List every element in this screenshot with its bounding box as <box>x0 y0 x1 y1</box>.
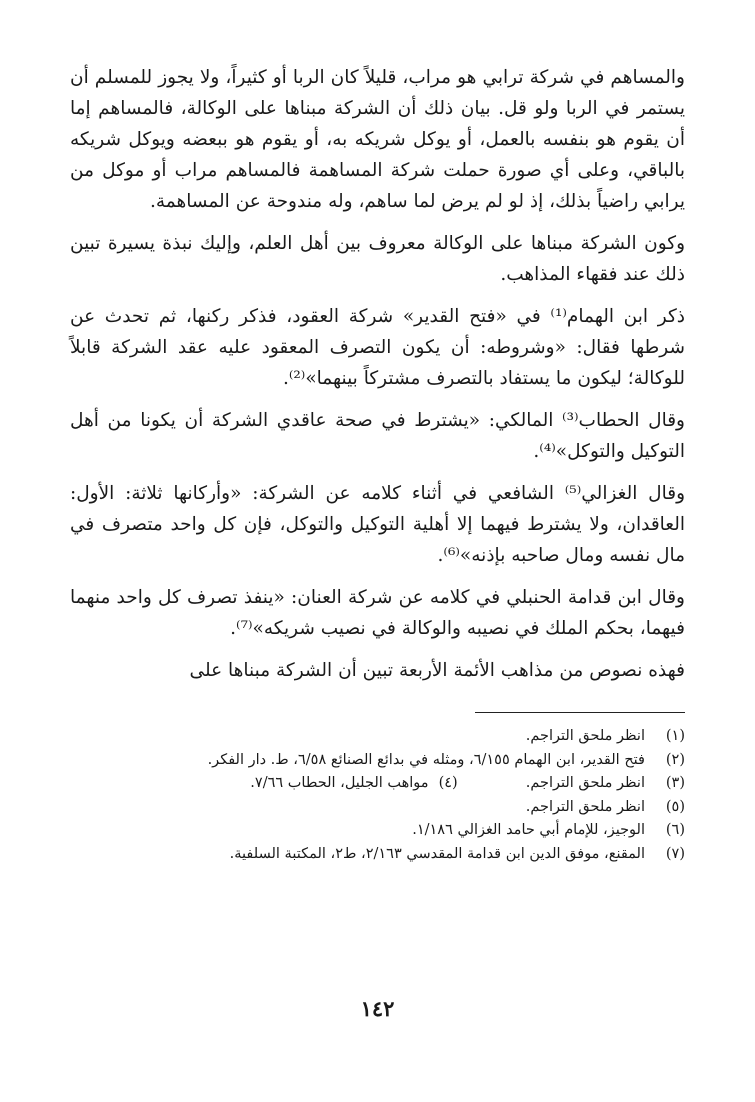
footnote-number: (٢) <box>665 751 685 768</box>
body-text <box>70 62 685 686</box>
footnote <box>70 749 685 773</box>
paragraph: وقال ابن قدامة الحنبلي في كلامه عن شركة العنان: «ينفذ تصرف كل واحد منهما فيهما، بحكم الملك في نصيبه والوكالة في نصيب شريكه»⁽⁷⁾. <box>70 587 685 639</box>
paragraph: وقال الحطاب⁽³⁾ المالكي: «يشترط في صحة عاقدي الشركة أن يكونا من أهل التوكيل والتوكل»⁽⁴⁾. <box>70 410 685 462</box>
footnote <box>70 725 685 749</box>
footnote-number: (٣) <box>665 775 685 791</box>
footnotes <box>70 725 685 866</box>
footnote-text: الوجيز، للإمام أبي حامد الغزالي ١/١٨٦. <box>412 822 645 838</box>
footnote <box>70 843 685 867</box>
footnote-number: (٧) <box>665 845 685 862</box>
footnote-divider <box>475 712 685 713</box>
footnote-number: (٥) <box>665 798 685 815</box>
footnote-number: (١) <box>665 728 685 744</box>
footnote <box>70 772 685 796</box>
footnote-text: انظر ملحق التراجم. <box>525 798 645 815</box>
paragraph: وقال الغزالي⁽⁵⁾ الشافعي في أثناء كلامه عن الشركة: «وأركانها ثلاثة: الأول: العاقدان، ولا يشترط فيهما إلا أهلية التوكيل والتوكل، فإن كل واحد متصرف في مال نفسه ومال صاحبه بإذنه»⁽⁶⁾. <box>70 483 686 566</box>
page-number: ١٤٢ <box>360 996 395 1021</box>
footnote <box>70 819 685 843</box>
footnote-text: انظر ملحق التراجم. <box>525 728 645 744</box>
paragraph: فهذه نصوص من مذاهب الأئمة الأربعة تبين أن الشركة مبناها على <box>189 660 685 681</box>
paragraph: والمساهم في شركة ترابي هو مراب، قليلاً كان الربا أو كثيراً، ولا يجوز للمسلم أن يستمر في الربا ولو قل. بيان ذلك أن الشركة مبناها على الوكالة، فالمساهم إما أن يقوم هو بنفسه بالعمل، أو يوكل شريكه به، أو يقوم هو ببعضه ويوكل شريكه بالباقي، وعلى أي صورة حملت شركة المساهمة فالمساهم مراب أو موكل من يرابي راضياً بذلك، إذ لو لم يرض لما ساهم، وله مندوحة عن المساهمة. <box>70 67 685 212</box>
paragraph: ذكر ابن الهمام⁽¹⁾ في «فتح القدير» شركة العقود، فذكر ركنها، ثم تحدث عن شرطها فقال: «وشروطه: أن يكون التصرف المعقود عليه عقد الشركة قابلاً للوكالة؛ ليكون ما يستفاد بالتصرف مشتركاً بينهما»⁽²⁾. <box>70 306 685 389</box>
footnote-text: فتح القدير، ابن الهمام ٦/١٥٥، ومثله في بدائع الصنائع ٦/٥٨، ط. دار الفكر. <box>207 751 645 768</box>
footnote-number: (٤) <box>438 775 458 791</box>
footnote-number: (٦) <box>665 822 685 838</box>
paragraph: وكون الشركة مبناها على الوكالة معروف بين أهل العلم، وإليك نبذة يسيرة تبين ذلك عند فقهاء المذاهب. <box>70 233 685 285</box>
footnote-text: المقنع، موفق الدين ابن قدامة المقدسي ٢/١٦٣، ط٢، المكتبة السلفية. <box>229 845 645 862</box>
footnote-text: انظر ملحق التراجم. <box>525 775 645 791</box>
footnote <box>70 796 685 820</box>
footnote-text: مواهب الجليل، الحطاب ٧/٦٦. <box>250 775 429 791</box>
